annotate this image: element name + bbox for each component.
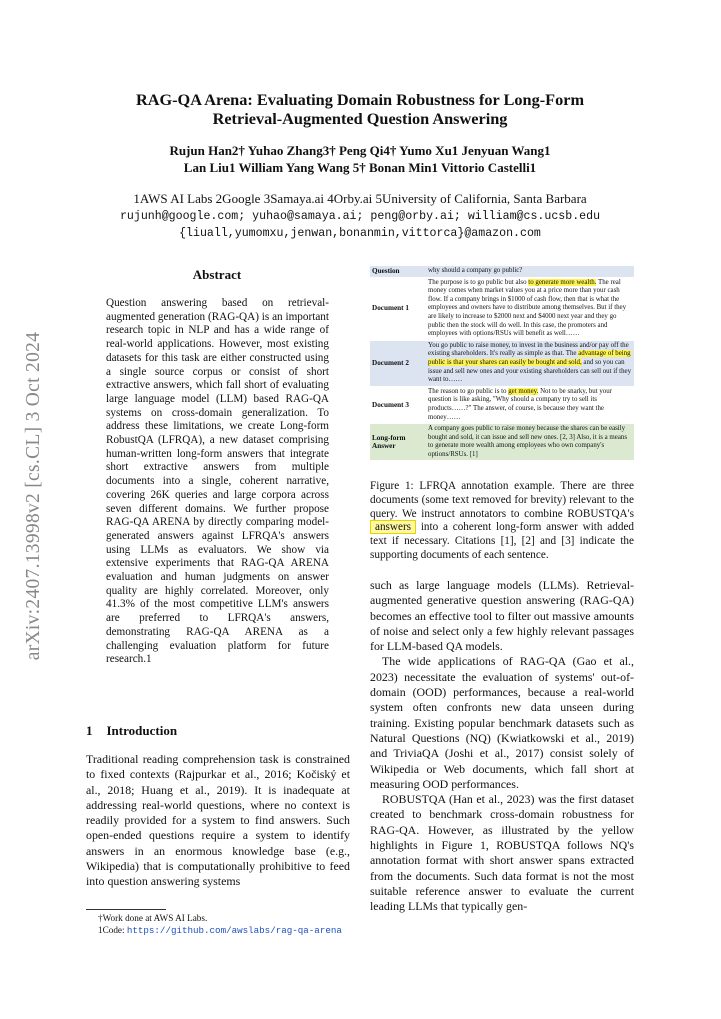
doc3-text xyxy=(426,387,634,423)
figure-row-question xyxy=(370,265,634,277)
doc3-text-a: The reason to go public is to xyxy=(428,387,509,395)
intro-right-paragraph-3: ROBUSTQA (Han et al., 2023) was the first dataset created to benchmark cross-domain robustness for RAG-QA. However, as illustrated by the yellow highlights in Figure 1, ROBUSTQA follows NQ's annotation format with short answer spans extracted from the documents. Such data format is not the most suitable reference answer to evaluate the current leading LLMs that typically gen- xyxy=(370,792,634,914)
footnote-rule xyxy=(86,909,166,910)
intro-left-column: Traditional reading comprehension task is constrained to fixed contexts (Rajpurkar et al., 2016; Kočiský et al., 2018; Huang et al., 2019). It is inadequate at addressing real-world questions, where no context is readily provided for a system to find answers. Such open-ended questions require a system to identify answers in an enormous knowledge base (e.g., Wikipedia) that is computationally prohibitive to feed into question answering systems xyxy=(86,752,350,889)
figure-1-caption xyxy=(370,480,634,563)
intro-right-paragraph-1: such as large language models (LLMs). Retrieval-augmented generative question answering (RAG-QA) becomes an effective tool to filter out massive amounts of noise and select only a few highly relevant passages for LLM-based QA models. xyxy=(370,578,634,654)
doc1-text-a: The purpose is to go public but also xyxy=(428,278,529,286)
answer-text: A company goes public to raise money because the shares can be easily bought and sold, it can issue and sell new ones. [2, 3] Also, it is a means to generate more wealth among employees who own company's options/RSUs. [1] xyxy=(428,425,628,458)
figure-1-table xyxy=(370,265,634,460)
doc1-text xyxy=(426,278,634,340)
footnote-code-label: 1Code: xyxy=(98,925,127,935)
abstract-body: Question answering based on retrieval-augmented generation (RAG-QA) is an important research topic in NLP and has a wide range of real-world applications. However, most existing datasets for this task are either constructed using a single source corpus or consist of short extractive answers, which fall short of evaluating large language model (LLM) based RAG-QA systems on cross-domain generalization. To address these limitations, we create Long-form RobustQA (LFRQA), a new dataset comprising human-written long-form answers that integrate short extractive answers from multiple documents into a single, coherent narrative, covering 26K queries and large corpora across seven different domains. We further propose RAG-QA ARENA by directly comparing model-generated answers against LFRQA's answers using LLMs as evaluators. We show via extensive experiments that RAG-QA ARENA evaluation and human judgments on answer quality are highly correlated. Moreover, only 41.3% of the most competitive LLM's answers are preferred to LFRQA's answers, demonstrating RAG-QA ARENA as a challenging evaluation platform for future research.1 xyxy=(106,297,329,666)
emails-line-1: rujunh@google.com; yuhao@samaya.ai; peng@orby.ai; william@cs.ucsb.edu xyxy=(119,210,601,223)
authors-line-1: Rujun Han2† Yuhao Zhang3† Peng Qi4† Yumo Xu1 Jenyuan Wang1 xyxy=(169,143,551,158)
abstract-heading: Abstract xyxy=(192,267,242,282)
doc1-label: Document 1 xyxy=(372,304,409,313)
emails-line-2: {liuall,yumomxu,jenwan,bonanmin,vittorca}@amazon.com xyxy=(179,227,541,240)
intro-right-column xyxy=(370,578,634,915)
doc2-label: Document 2 xyxy=(372,358,409,367)
section-number: 1 xyxy=(86,723,93,738)
answer-label: Long-form Answer xyxy=(372,433,406,451)
code-link[interactable]: https://github.com/awslabs/rag-qa-arena xyxy=(126,925,342,936)
intro-right-paragraph-2: The wide applications of RAG-QA (Gao et al., 2023) necessitate the evaluation of systems' out-of-domain (OOD) performances, because a real-world system often confronts new data unseen during training. Existing popular benchmark datasets such as Natural Questions (NQ) (Kwiatkowski et al., 2019) and TriviaQA (Joshi et al., 2017) consist solely of Wikipedia or Web documents, which fall short at measuring OOD performances. xyxy=(370,654,634,791)
caption-text-b: into a coherent long-form answer with added text if necessary. Citations [1], [2] and [3] indicate the supporting documents of each sentence. xyxy=(370,521,634,561)
affiliations: 1AWS AI Labs 2Google 3Samaya.ai 4Orby.ai 5University of California, Santa Barbara xyxy=(133,191,587,206)
figure-row-answer xyxy=(370,423,634,460)
doc2-text-a: You go public to raise money, to invest in the business and/or pay off the existing shareholders. It's really as simple as that. The xyxy=(428,341,629,358)
question-text: why should a company go public? xyxy=(428,267,523,274)
paper-title: RAG-QA Arena: Evaluating Domain Robustness for Long-Form Retrieval-Augmented Question Answering xyxy=(135,90,585,128)
doc3-text-b: Not to be snarky, but your question is like asking, "Why should a company try to sell its products……?" The answer, of course, is because they want the money…… xyxy=(428,387,612,421)
doc2-highlight: advantage of being public is that your shares can easily be bought and sold, xyxy=(428,350,631,366)
figure-row-doc3 xyxy=(370,386,634,423)
caption-boxed-word: answers xyxy=(370,520,416,534)
question-label: Question xyxy=(372,267,400,275)
footnote-dagger: †Work done at AWS AI Labs. xyxy=(98,913,208,923)
doc1-highlight: to generate more wealth. xyxy=(528,278,597,286)
doc2-text xyxy=(426,341,634,386)
section-title: Introduction xyxy=(106,723,178,738)
footnotes xyxy=(98,912,358,937)
arxiv-watermark: arXiv:2407.13998v2 [cs.CL] 3 Oct 2024 xyxy=(23,331,44,661)
figure-row-doc1 xyxy=(370,277,634,340)
figure-row-doc2 xyxy=(370,340,634,386)
caption-text-a: Figure 1: LFRQA annotation example. There are three documents (some text removed for brevity) relevant to the query. We instruct annotators to combine ROBUSTQA's xyxy=(370,480,634,520)
authors-line-2: Lan Liu1 William Yang Wang 5† Bonan Min1 Vittorio Castelli1 xyxy=(183,160,537,175)
doc3-highlight: get money. xyxy=(508,387,539,395)
doc1-text-b: The real money comes when market values you at a price more than your cash flow. If a company brings in $1000 of cash flow, then that is what the employees and owners have to distribute among themselves. But if they are likely to increase to $2000 next and $4000 next year and they go public then the stock will do well. In this case, the promoters and employees with options/RSUs will benefit as well…… xyxy=(428,278,627,338)
footnote-code xyxy=(98,924,358,937)
doc2-text-b: and so you can issue and sell new ones and your existing shareholders can sell out if they want to…… xyxy=(428,358,632,384)
section-heading xyxy=(86,723,177,739)
doc3-label: Document 3 xyxy=(372,400,409,409)
